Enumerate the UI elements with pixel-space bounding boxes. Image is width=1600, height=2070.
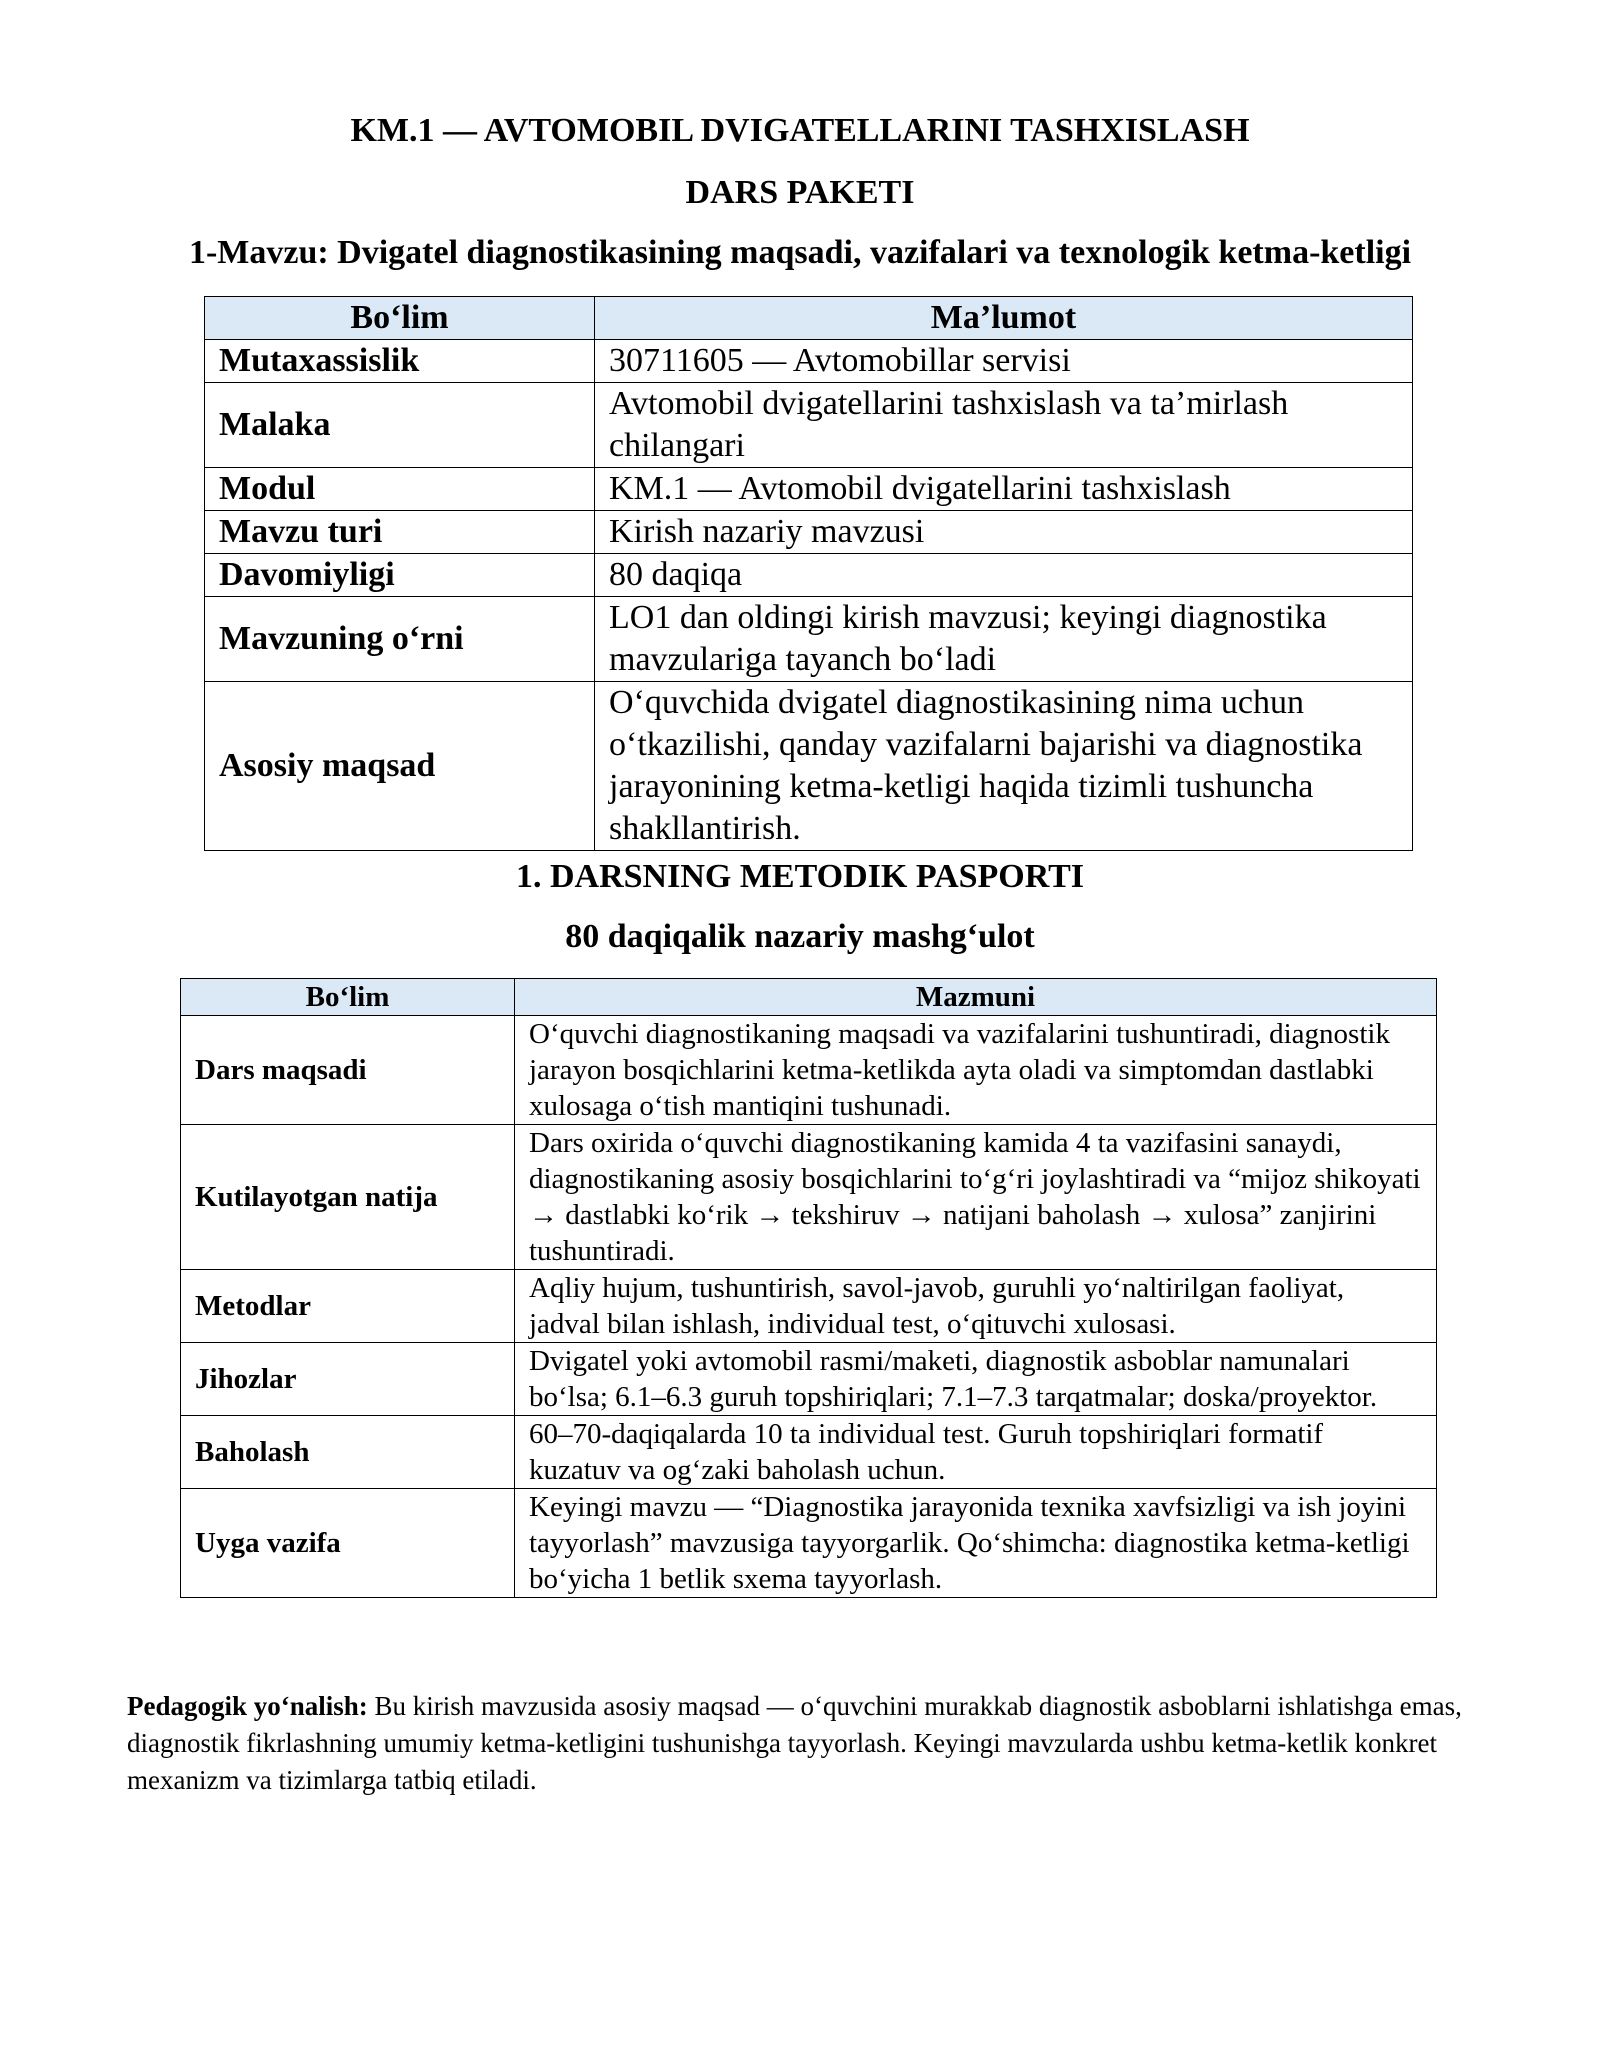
row-value: KM.1 — Avtomobil dvigatellarini tashxislash [595, 468, 1413, 511]
note-label: Pedagogik yo‘nalish: [127, 1691, 368, 1721]
table-row [181, 1343, 1437, 1416]
row-label: Asosiy maqsad [205, 682, 595, 851]
column-header: Bo‘lim [181, 979, 515, 1016]
row-value: Dars oxirida o‘quvchi diagnostikaning kamida 4 ta vazifasini sanaydi, diagnostikaning asosiy bosqichlarini to‘g‘ri joylashtiradi va “mijoz shikoyati → dastlabki ko‘rik → tekshiruv → natijani baholash → xulosa” zanjirini tushuntiradi. [515, 1125, 1437, 1270]
row-value: Keyingi mavzu — “Diagnostika jarayonida texnika xavfsizligi va ish joyini tayyorlash” mavzusiga tayyorgarlik. Qo‘shimcha: diagnostika ketma-ketligi bo‘yicha 1 betlik sxema tayyorlash. [515, 1489, 1437, 1598]
row-value: 30711605 — Avtomobillar servisi [595, 340, 1413, 383]
row-value: Kirish nazariy mavzusi [595, 511, 1413, 554]
column-header: Ma’lumot [595, 297, 1413, 340]
row-label: Mavzuning o‘rni [205, 597, 595, 682]
row-label: Modul [205, 468, 595, 511]
table-header-row [205, 297, 1413, 340]
passport-table [180, 978, 1437, 1598]
table-row [205, 468, 1413, 511]
row-value: Aqliy hujum, tushuntirish, savol-javob, guruhli yo‘naltirilgan faoliyat, jadval bilan ishlash, individual test, o‘qituvchi xulosasi. [515, 1270, 1437, 1343]
row-label: Metodlar [181, 1270, 515, 1343]
row-value: O‘quvchida dvigatel diagnostikasining nima uchun o‘tkazilishi, qanday vazifalarni bajarishi va diagnostika jarayonining ketma-ketligi haqida tizimli tushuncha shakllantirish. [595, 682, 1413, 851]
document-title: KM.1 — AVTOMOBIL DVIGATELLARINI TASHXISLASH [350, 112, 1250, 149]
row-value: Dvigatel yoki avtomobil rasmi/maketi, diagnostik asboblar namunalari bo‘lsa; 6.1–6.3 guruh topshiriqlari; 7.1–7.3 tarqatmalar; doska/proyektor. [515, 1343, 1437, 1416]
row-value: 60–70-daqiqalarda 10 ta individual test. Guruh topshiriqlari formatif kuzatuv va og‘zaki baholash uchun. [515, 1416, 1437, 1489]
table-row [181, 1125, 1437, 1270]
table-header-row [181, 979, 1437, 1016]
info-table [204, 296, 1413, 851]
table-row [205, 340, 1413, 383]
row-label: Davomiyligi [205, 554, 595, 597]
row-label: Mavzu turi [205, 511, 595, 554]
row-value: LO1 dan oldingi kirish mavzusi; keyingi diagnostika mavzulariga tayanch bo‘ladi [595, 597, 1413, 682]
table-row [205, 682, 1413, 851]
table-row [205, 511, 1413, 554]
row-label: Kutilayotgan natija [181, 1125, 515, 1270]
table-row [181, 1489, 1437, 1598]
column-header: Bo‘lim [205, 297, 595, 340]
row-label: Dars maqsadi [181, 1016, 515, 1125]
row-value: 80 daqiqa [595, 554, 1413, 597]
table-row [181, 1016, 1437, 1125]
note-text: Bu kirish mavzusida asosiy maqsad — o‘quvchini murakkab diagnostik asboblarni ishlatishga emas, diagnostik fikrlashning umumiy ketma-ketligini tushunishga tayyorlash. Keyingi mavzularda ushbu ketma-ketlik konkret mexanizm va tizimlarga tatbiq etiladi. [127, 1691, 1462, 1795]
section-subtitle: 80 daqiqalik nazariy mashg‘ulot [565, 918, 1035, 955]
table-row [205, 597, 1413, 682]
table-row [181, 1416, 1437, 1489]
row-value: O‘quvchi diagnostikaning maqsadi va vazifalarini tushuntiradi, diagnostik jarayon bosqichlarini ketma-ketlikda ayta oladi va simptomdan dastlabki xulosaga o‘tish mantiqini tushunadi. [515, 1016, 1437, 1125]
row-label: Jihozlar [181, 1343, 515, 1416]
row-label: Mutaxassislik [205, 340, 595, 383]
pedagogical-note [127, 1688, 1483, 1799]
row-label: Baholash [181, 1416, 515, 1489]
row-label: Malaka [205, 383, 595, 468]
table-row [181, 1270, 1437, 1343]
row-value: Avtomobil dvigatellarini tashxislash va ta’mirlash chilangari [595, 383, 1413, 468]
row-label: Uyga vazifa [181, 1489, 515, 1598]
section-title: 1. DARSNING METODIK PASPORTI [515, 858, 1085, 895]
topic-title: 1-Mavzu: Dvigatel diagnostikasining maqsadi, vazifalari va texnologik ketma-ketligi [188, 234, 1412, 271]
document-subtitle: DARS PAKETI [685, 174, 915, 211]
column-header: Mazmuni [515, 979, 1437, 1016]
table-row [205, 554, 1413, 597]
table-row [205, 383, 1413, 468]
